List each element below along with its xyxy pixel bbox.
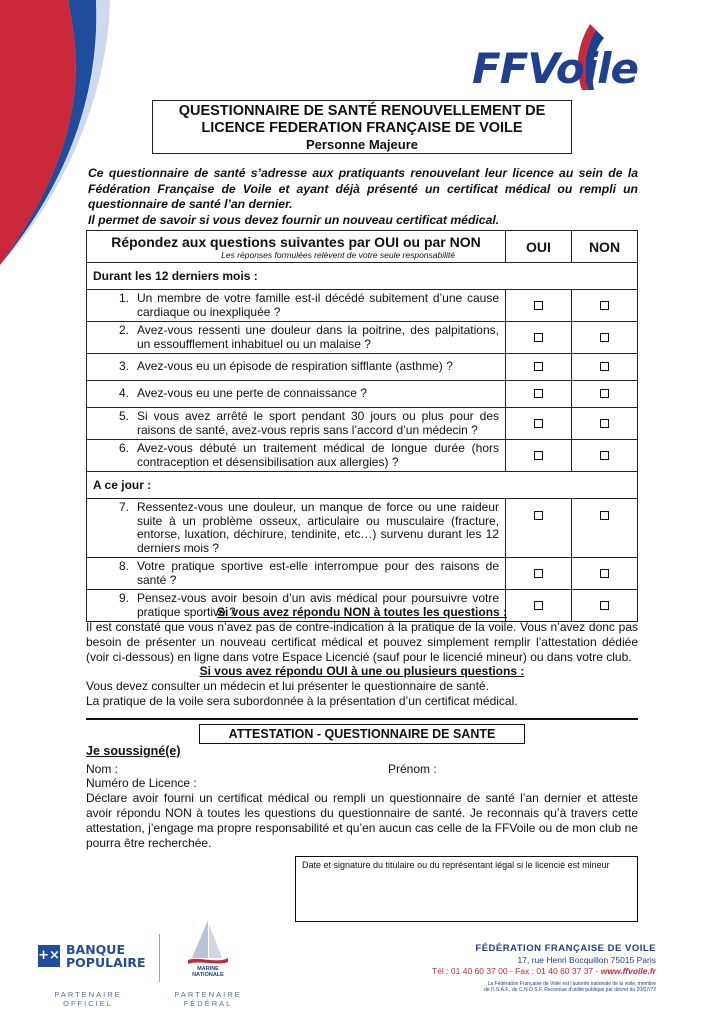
checkbox-q1-oui[interactable] [534, 301, 543, 310]
section-divider [86, 718, 638, 720]
health-questionnaire-table [86, 230, 638, 622]
footer-divider [159, 934, 160, 982]
intro-text [88, 166, 638, 228]
question-row [87, 499, 638, 558]
partner-official-label [38, 990, 138, 1008]
question-row [87, 322, 638, 354]
ffv-legal-line-2: de l’I.S.A.F., du C.N.O.S.F. Reconnue d’utilité publique par décret du 20/07/72 [483, 987, 656, 993]
ffv-street: 17, rue Henri Bocquillon 75015 Paris [517, 955, 656, 965]
checkbox-q4-oui[interactable] [534, 389, 543, 398]
checkbox-q8-oui[interactable] [534, 569, 543, 578]
question-number: 3. [118, 359, 129, 374]
question-text: Avez-vous eu un épisode de respiration sifflante (asthme) ? [137, 359, 453, 374]
table-header-note: Les réponses formulées relèvent de votre seule responsabilité [221, 249, 455, 260]
licence-number-field[interactable]: Numéro de Licence : [86, 776, 197, 790]
nom-field[interactable]: Nom : [86, 762, 119, 776]
question-text: Ressentez-vous une douleur, un manque de force ou une raideur suite à un problème osseux, articulaire ou musculaire (fracture, entorse, luxation, déchirure, tendinite, etc…) survenu durant les 12 derniers mois ? [137, 500, 499, 555]
question-text: Votre pratique sportive est-elle interrompue pour des raisons de santé ? [137, 559, 499, 587]
checkbox-q7-non[interactable] [600, 511, 609, 520]
question-row [87, 558, 638, 590]
question-number: 9. [118, 591, 129, 605]
ffv-website-link[interactable]: www.ffvoile.fr [600, 966, 656, 976]
checkbox-q2-non[interactable] [600, 333, 609, 342]
question-number: 1. [118, 291, 129, 305]
partner-official-line-2: OFFICIEL [63, 999, 113, 1008]
intro-paragraph: Ce questionnaire de santé s’adresse aux pratiquants renouvelant leur licence au sein de la Fédération Française de Voile et ayant déjà présenté un certificat médical ou rempli un questionnaire de santé l’an dernier. [88, 166, 638, 211]
if-yes-line-1: Vous devez consulter un médecin et lui présenter le questionnaire de santé. [86, 679, 489, 693]
declaration-text: Déclare avoir fourni un certificat médical ou rempli un questionnaire de santé l’an dernier et atteste avoir répondu NON à toutes les questions du questionnaire de santé. Je reconnais qu’à travers cette attestation, j’engage ma propre responsabilité et qu’en aucun cas celle de la FFVoile ou de mon club ne pourra être recherchée. [86, 791, 638, 850]
marine-line-1: MARINE [197, 966, 219, 972]
question-row [87, 290, 638, 322]
checkbox-q8-non[interactable] [600, 569, 609, 578]
intro-purpose: Il permet de savoir si vous devez fournir un nouveau certificat médical. [88, 212, 500, 227]
question-row [87, 440, 638, 472]
title-subtitle: Personne Majeure [306, 137, 418, 152]
logo-ff: FF [472, 44, 528, 93]
checkbox-q6-oui[interactable] [534, 451, 543, 460]
question-text: Avez-vous eu une perte de connaissance ? [137, 386, 367, 401]
question-text: Avez-vous débuté un traitement médical de longue durée (hors contraception et désensibilisation aux allergies) ? [137, 441, 499, 469]
question-number: 4. [118, 386, 129, 401]
marine-line-2: NATIONALE [192, 972, 224, 978]
table-header-row [87, 231, 638, 263]
question-text: Si vous avez arrêté le sport pendant 30 jours ou plus pour des raisons de santé, avez-vous repris sans l’accord d’un médecin ? [137, 409, 499, 437]
section-row-today [87, 472, 638, 499]
prenom-field[interactable]: Prénom : [388, 762, 437, 776]
title-line-1: QUESTIONNAIRE DE SANTÉ RENOUVELLEMENT DE [178, 103, 546, 119]
ffv-contact [400, 966, 656, 977]
checkbox-q6-non[interactable] [600, 451, 609, 460]
table-header-cell [87, 231, 506, 263]
checkbox-q1-non[interactable] [600, 301, 609, 310]
question-row [87, 354, 638, 381]
if-yes-section [86, 664, 638, 709]
partner-federal-label [158, 990, 258, 1008]
partner-official-line-1: PARTENAIRE [54, 990, 122, 999]
question-number: 2. [118, 323, 129, 337]
checkbox-q5-non[interactable] [600, 419, 609, 428]
logo-voile: Voile [527, 44, 638, 93]
signature-label: Date et signature du titulaire ou du représentant légal si le licencié est mineur [302, 860, 610, 870]
ffv-legal [400, 981, 656, 993]
ffv-address-block [400, 943, 656, 993]
section-row-12-months [87, 263, 638, 290]
question-row [87, 408, 638, 440]
bp-cross-icon: +× [38, 945, 60, 967]
question-number: 8. [118, 559, 129, 573]
question-number: 7. [118, 500, 129, 514]
if-no-section [86, 605, 638, 665]
section-label-today: A ce jour : [87, 472, 638, 499]
question-number: 6. [118, 441, 129, 455]
checkbox-q7-oui[interactable] [534, 511, 543, 520]
column-no-header: NON [572, 231, 638, 263]
bp-line-1: BANQUE [66, 942, 125, 957]
if-no-body: Il est constaté que vous n’avez pas de contre-indication à la pratique de la voile. Vous n’avez donc pas besoin de présenter un nouveau certificat médical et pouvez simplement remplir l’attestation dédiée (voir ci-dessous) en ligne dans votre Espace Licencié (sauf pour le licencié mineur) ou dans votre club. [86, 620, 638, 664]
partner-federal-line-2: FÉDÉRAL [183, 999, 233, 1008]
ffv-name: FÉDÉRATION FRANÇAISE DE VOILE [475, 943, 656, 954]
partner-federal-line-1: PARTENAIRE [174, 990, 242, 999]
question-text: Pensez-vous avoir besoin d’un avis médical pour poursuivre votre pratique sportive ? [137, 591, 499, 619]
signed-label: Je soussigné(e) [86, 744, 181, 758]
ffv-legal-line-1: La Fédération Française de Voile est l’autorité nationale de la voile, membre [487, 981, 656, 987]
bp-line-2: POPULAIRE [66, 955, 146, 970]
checkbox-q3-non[interactable] [600, 362, 609, 371]
ffv-phone-fax: Tél : 01 40 60 37 00 - Fax : 01 40 60 37 37 - [432, 966, 599, 976]
column-yes-header: OUI [506, 231, 572, 263]
banque-populaire-logo [38, 941, 158, 981]
question-text: Un membre de votre famille est-il décédé subitement d’une cause cardiaque ou inexpliquée ? [137, 291, 499, 319]
question-row [87, 381, 638, 408]
title-line-2: LICENCE FEDERATION FRANÇAISE DE VOILE [201, 120, 523, 136]
if-yes-title: Si vous avez répondu OUI à une ou plusieurs questions : [199, 664, 525, 678]
title-box [152, 100, 572, 154]
question-text: Avez-vous ressenti une douleur dans la poitrine, des palpitations, un essoufflement inhabituel ou un malaise ? [137, 323, 499, 351]
table-header-title: Répondez aux questions suivantes par OUI ou par NON [111, 233, 481, 250]
question-number: 5. [118, 409, 129, 423]
checkbox-q4-non[interactable] [600, 389, 609, 398]
if-no-title: Si vous avez répondu NON à toutes les questions : [216, 605, 508, 619]
checkbox-q5-oui[interactable] [534, 419, 543, 428]
section-label-12-months: Durant les 12 derniers mois : [87, 263, 638, 290]
ffvoile-logo [472, 22, 662, 102]
marine-nationale-logo [178, 918, 238, 984]
signature-box[interactable] [295, 856, 638, 922]
marine-sail-icon [178, 918, 238, 966]
attestation-title: ATTESTATION - QUESTIONNAIRE DE SANTE [199, 724, 525, 744]
if-yes-line-2: La pratique de la voile sera subordonnée à la présentation d’un certificat médical. [86, 694, 518, 708]
checkbox-q2-oui[interactable] [534, 333, 543, 342]
checkbox-q3-oui[interactable] [534, 362, 543, 371]
